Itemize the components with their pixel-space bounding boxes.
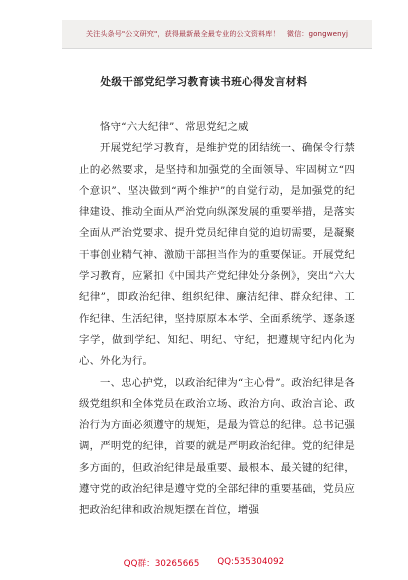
body-paragraph: 开展党纪学习教育，是维护党的团结统一、确保令行禁止的必然要求，是坚持和加强党的全面领导、牢固树立“四个意识”、坚决做到“两个维护”的自觉行动，是加强党的纪律建设、推动全面从严治党向纵深发展的重要举措，是落实全面从严治党要求、提升党员纪律自觉的迫切需要，是凝聚干事创业精气神、激励干部担当作为的重要保证。开展党纪学习教育，应紧扣《中国共产党纪律处分条例》，突出“六大纪律”，即政治纪律、组织纪律、廉洁纪律、群众纪律、工作纪律、生活纪律，坚持原原本本学、全面系统学、逐条逐字学，做到学纪、知纪、明纪、守纪，把遵规守纪内化为心、外化为行。 [79,142,355,368]
body-paragraph: 一、忠心护党，以政治纪律为“主心骨”。政治纪律是各级党组织和全体党员在政治立场、政治方向、政治言论、政治行为方面必须遵守的规矩，是最为管总的纪律。总书记强调，严明党的纪律，首要的就是严明政治纪律。党的纪律是多方面的，但政治纪律是最重要、最根本、最关键的纪律，遵守党的政治纪律是遵守党的全部纪律的重要基础，党员应把政治纪律和政治规矩摆在首位，增强 [79,376,355,517]
document-title: 处级干部党纪学习教育读书班心得发言材料 [100,76,308,88]
header-banner-text: 关注头条号"公文研究"，获得最新最全最专业的公文资料库！ 微信：gongwenyj [85,29,349,38]
section-heading: 恪守“六大纪律”、常思党纪之威 [100,121,249,133]
footer-qq-group: QQ群：30265665 [123,559,200,569]
footer [0,557,408,569]
header-banner [62,20,372,49]
document-body [79,117,355,522]
footer-qq: QQ:535304092 [217,557,285,567]
